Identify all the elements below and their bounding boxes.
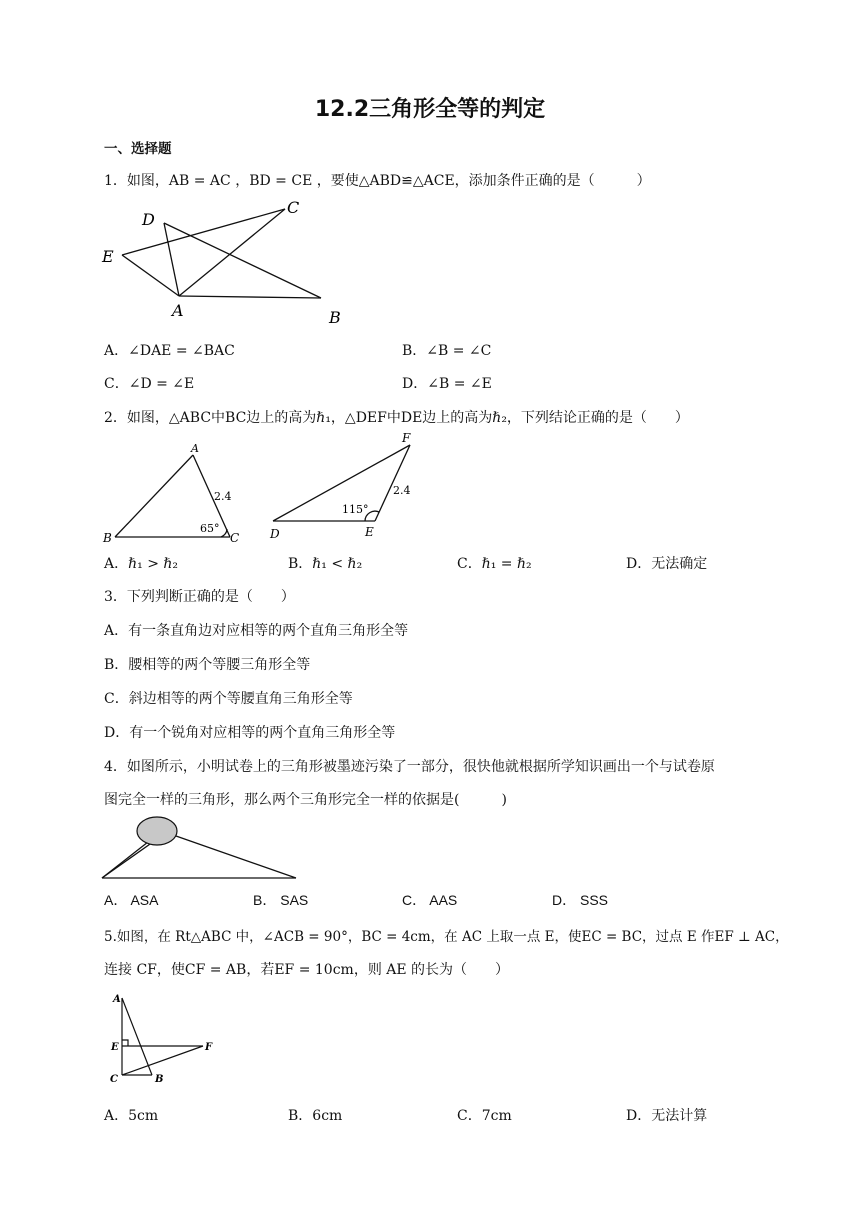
q1-label-e: E bbox=[102, 247, 114, 266]
q5-option-d: D．无法计算 bbox=[626, 1108, 708, 1124]
q3-option-a: A．有一条直角边对应相等的两个直角三角形全等 bbox=[104, 623, 409, 639]
q2-fig1-label-a: A bbox=[191, 442, 199, 455]
page-title: 12.2三角形全等的判定 bbox=[314, 97, 546, 122]
q4-ink-blot bbox=[137, 817, 177, 845]
question-1-stem: 1．如图，AB = AC ，BD = CE ，要使△ABD≌△ACE，添加条件正确的是（ ） bbox=[104, 173, 651, 189]
q2-fig1-label-c: C bbox=[230, 531, 240, 545]
q2-option-c: C．ℏ₁ = ℏ₂ bbox=[457, 556, 532, 572]
q2-fig2-side: 2.4 bbox=[393, 484, 411, 497]
q4-option-d: D． SSS bbox=[552, 892, 609, 908]
q5-option-c: C．7cm bbox=[457, 1108, 512, 1124]
question-4-figure bbox=[100, 812, 300, 884]
question-5-stem-line2: 连接 CF，使CF = AB，若EF = 10cm，则 AE 的长为（ ） bbox=[104, 962, 510, 978]
question-2-stem: 2．如图，△ABC中BC边上的高为ℏ₁，△DEF中DE边上的高为ℏ₂，下列结论正确的是（ ） bbox=[104, 410, 689, 426]
section-heading: 一、选择题 bbox=[104, 141, 172, 157]
q4-option-a: A． ASA bbox=[104, 892, 159, 908]
question-4-stem-line1: 4．如图所示，小明试卷上的三角形被墨迹污染了一部分，很快他就根据所学知识画出一个与试卷原 bbox=[104, 759, 715, 775]
q3-option-d: D．有一个锐角对应相等的两个直角三角形全等 bbox=[104, 725, 396, 741]
q2-fig2-label-d: D bbox=[270, 527, 280, 541]
q1-option-b: B．∠B = ∠C bbox=[402, 343, 492, 359]
q5-label-c: C bbox=[110, 1074, 118, 1085]
q2-option-b: B．ℏ₁ < ℏ₂ bbox=[288, 556, 363, 572]
q5-label-f: F bbox=[205, 1042, 213, 1053]
q5-option-b: B．6cm bbox=[288, 1108, 343, 1124]
q1-option-c: C．∠D = ∠E bbox=[104, 376, 195, 392]
q5-label-b: B bbox=[155, 1074, 164, 1085]
q1-label-c: C bbox=[287, 198, 300, 217]
question-1-figure bbox=[95, 195, 360, 330]
q2-fig2-angle: 115° bbox=[342, 503, 369, 516]
q1-option-d: D．∠B = ∠E bbox=[402, 376, 492, 392]
question-4-stem-line2: 图完全一样的三角形，那么两个三角形完全一样的依据是( ) bbox=[104, 792, 507, 808]
q2-fig2-label-f: F bbox=[402, 431, 411, 445]
q2-option-a: A．ℏ₁ > ℏ₂ bbox=[104, 556, 178, 572]
question-2-figure-def bbox=[264, 428, 424, 543]
q4-option-c: C． AAS bbox=[402, 892, 458, 908]
q1-label-a: A bbox=[172, 301, 184, 320]
q2-fig1-side: 2.4 bbox=[214, 490, 232, 503]
q2-option-d: D．无法确定 bbox=[626, 556, 708, 572]
q1-option-a: A．∠DAE = ∠BAC bbox=[104, 343, 235, 359]
q2-fig1-angle: 65° bbox=[200, 522, 220, 535]
question-5-stem-line1: 5.如图，在 Rt△ABC 中，∠ACB = 90°，BC = 4cm，在 AC 上取一点 E，使EC = BC，过点 E 作EF ⊥ AC， bbox=[104, 929, 789, 945]
question-5-figure bbox=[105, 990, 225, 1090]
q3-option-b: B．腰相等的两个等腰三角形全等 bbox=[104, 657, 311, 673]
question-2-figure-abc bbox=[98, 438, 248, 548]
question-3-stem: 3．下列判断正确的是（ ） bbox=[104, 589, 295, 605]
q3-option-c: C．斜边相等的两个等腰直角三角形全等 bbox=[104, 691, 353, 707]
q5-label-e: E bbox=[111, 1042, 119, 1053]
q2-fig2-label-e: E bbox=[365, 525, 374, 539]
q1-label-b: B bbox=[329, 308, 341, 327]
q5-label-a: A bbox=[113, 994, 121, 1005]
q2-fig1-label-b: B bbox=[103, 531, 112, 545]
q4-option-b: B． SAS bbox=[253, 892, 309, 908]
q1-label-d: D bbox=[142, 210, 155, 229]
q5-option-a: A．5cm bbox=[104, 1108, 159, 1124]
